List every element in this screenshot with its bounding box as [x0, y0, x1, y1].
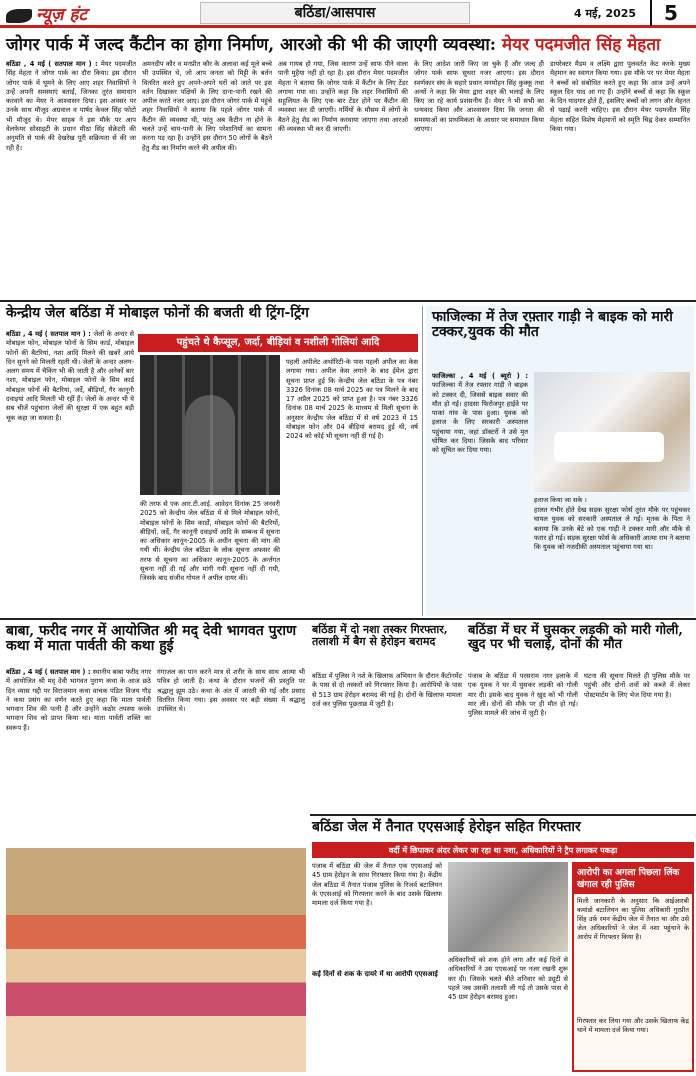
issue-date: 4 मई, 2025 [574, 7, 637, 20]
masthead [0, 0, 696, 28]
story3-col2: हालत गंभीर होते देख सड़क सुरक्षा फोर्स तुरंत मौके पर पहुंचकर घायल युवक को सरकारी अस्पताल ले गई। मृतक के पिता ने बताया कि उनके बेटे को एक गाड़ी ने टक्कर मारी और मौके से फरार हो गई। सड़क सुरक्षा फोर्स के अधिकारी आत्मा राम ने बताया कि युवक को नजदीकी अस्पताल पहुंचाया गया था। [534, 506, 690, 552]
story3-headline: फाजिल्का में तेज रफ़्तार गाड़ी ने बाइक को मारी टक्कर,युवक की मौत [432, 309, 673, 341]
story7-col2: अधिकारियों को शक होने लगा और कई दिनों से अधिकारियों ने उस एएसआई पर नजर रखनी शुरू कर दी। जिसके चलते बीते शनिवार को ड्यूटी से पहले जब उसकी तलाशी ली गई तो उसके पास से 45 ग्राम हेरोइन बरामद हुआ। [448, 956, 568, 1002]
story4-col1: बठिंडा , 4 मई ( सतपाल मान ) : स्थानीय बाबा फरीद नगर में आयोजित श्री मद् देवी भागवत पुराण कथा के आज छठे दिन व्यास गद्दी पर विराजमान कथा वाचक पंडित विजय गौड़ ने कथा प्रसंग का वर्णन करते हुए कहा कि माता पार्वती भगवान शिव की पत्नी हैं और उन्होंने कठोर तपस्या करके भगवान शिव को प्राप्त किया था। माता पार्वती शक्ति का स्वरूप हैं। [6, 668, 151, 732]
story4-col2: गंगाजल का पान करने मात्र से शरीर के साथ साथ आत्मा भी पवित्र हो जाती है। कथा के दौरान भजनों की प्रस्तुति पर श्रद्धालु झूम उठे। कथा के अंत में आरती की गई और प्रसाद वितरित किया गया। इस अवसर पर बड़ी संख्या में श्रद्धालु उपस्थित थे। [157, 668, 305, 714]
jail-bars-photo [140, 355, 280, 495]
story7-subhead: कई दिनों से शक के दायरे में था आरोपी एएसआई [312, 970, 438, 978]
story1-col1: बठिंडा , 4 मई ( सतपाल मान ) : मेयर पदमजीत सिंह मेहता ने जोगर पार्क का दौरा किया। इस दौरान जोगर पार्क में घूमने के लिए आए शहर निवासियों ने उन्हें अपनी समस्याएं बताईं, जिनका तुरंत समाधान करवाने का मेयर ने आश्वासन दिया। इस अवसर पर उनके साथ मौजूद अग्रवाल व पार्षद केवल सिंह फोटो भी मौजूद थे। मेयर साहब ने इस मौके पर आप वेलफेयर सोसाइटी के प्रधान मीठा सिंह सेक्रेटरी की अनुमति से पार्क की देखरेख पूरी सक्रियता से की जा रही है। [6, 60, 136, 152]
story2-headline: केन्द्रीय जेल बठिंडा में मोबाइल फोनों की बजती थी ट्रिंग-ट्रिंग [6, 305, 309, 321]
hospital-photo [534, 372, 690, 492]
newspaper-logo: न्यूज़ हंट [6, 2, 87, 26]
story3-col1: फाजिल्का , 4 मई ( ब्यूरो ) : फाजिल्का में तेज रफ्तार गाड़ी ने बाइक को टक्कर दी, जिससे बाइक सवार की मौत हो गई। हादसा फिरोजपुर हाईवे पर पाकां गांव के पास हुआ। युवक को इलाज के लिए सरकारी अस्पताल पहुंचाया गया, जहां डॉक्टरों ने उसे मृत घोषित कर दिया। जिसके बाद परिवार को सूचित कर दिया गया। [432, 372, 528, 455]
katha-audience-photo [6, 848, 306, 1072]
story1-col3: अब गायब हो गया, जिस कारण उन्हें साफ पीने वाला पानी मुहैया नहीं हो रहा है। इस दौरान मेयर पदमजीत मेहता ने बताया कि जोगर पार्क में कैंटीन के लिए टेंडर लगाया गया था। उन्होंने कहा कि शहर निवासियों की सहूलियत के लिए एक बार टेंडर होने पर कैंटीन की व्यवस्था कर दी जाएगी। गर्मियों के मौसम में लोगों के बैठने हेतु शैड का निर्माण करवाया जाएगा तथा आरओ की व्यवस्था भी कर दी जाएगी। [278, 60, 408, 134]
story2-col2: की तरफ से एक आर.टी.आई. आवेदन दिनांक 25 जनवरी 2025 को केन्द्रीय जेल बठिंडा में से मिले मोबाइल फोनों, मोबाइल फोनों के सिम कार्डों, मोबाइल फोनों की बैटरियों, बीड़ियों, जर्दे, गैर कानूनी दवाइयों आदि के सम्बन्ध में सूचना का अधिकार कानून-2005 के अधीन सूचना की मांग की गयी थी। केन्द्रीय जेल बठिंडा के लोक सूचना अफसर की तरफ से सूचना का अधिकार कानून-2005 के अर्न्तगत सूचना नहीं दी गई और मांगी गयी सूचना नहीं दी गयी, जिसके बाद संजीव गोयल ने अपील दायर की। [140, 500, 280, 583]
story1-col5: डायरेक्टर मैडम व लक्ष्मि द्वारा पुलवर्तत केट करके मुख्य मेहमान का स्वागत किया गया। इस मौके पर पर मेयर मेहता ने बच्चों को संबोधित करते हुए कहा कि आज उन्हें अपने स्कूल दिन याद आ गए हैं। उन्होंने बच्चों से कहा कि स्कूल के दिन यादगार होते हैं, इसलिए बच्चों को लगन और मेहनत से पढ़ाई करनी चाहिए। इस दौरान मेयर पदमजीत सिंह मेहता सहित विशेष मेहमानों को स्मृति चिह्न देकर सम्मानित किया गया। [550, 60, 690, 134]
story4-headline: बाबा, फरीद नगर में आयोजित श्री मद् देवी भागवत पुराण कथा में माता पार्वती की कथा हुई [6, 623, 297, 655]
story7-headline: बठिंडा जेल में तैनात एएसआई हेरोइन सहित गिरफ्तार [312, 819, 581, 835]
story2-strap: पहुंचते थे कैप्सूल, जर्दा, बीड़ियां व नशीली गोलियां आदि [138, 334, 418, 352]
divider [0, 300, 696, 302]
story1-col4: के लिए आदेश जारी किए जा चुके हैं और जल्द ही जोगर पार्क साफ सुथरा नजर आएगा। इस दौरान स्वर्णकार संघ के सहारे प्रधान मनमोहन सिंह कुक्कू तथा अन्यों ने कहा कि मेयर द्वारा शहर की भलाई के लिए किए जा रहे कार्य प्रशंसनीय हैं। मेयर ने भी सभी का धन्यवाद किया और आश्वासन दिया कि जनता की समस्याओं का प्राथमिकता के आधार पर समाधान किया जाएगा। [414, 60, 544, 134]
story1-headline-accent: मेयर पदमजीत सिंह मेहता [501, 35, 661, 55]
story1-headline: जोगर पार्क में जल्द कैंटीन का होगा निर्माण, आरओ की भी की जाएगी व्यवस्था: मेयर पदमजीत सिंह मेहता [6, 35, 661, 55]
eagle-icon [6, 9, 32, 23]
story5-headline: बठिंडा में दो नशा तस्कर गिरफ्तार, तलाशी में बैग से हेरोइन बरामद [312, 623, 448, 649]
story1-col2: अमनदीप कौर व मनप्रीत कौर के अलावा कई मूले बच्चे भी उपस्थित थे, जो आप जनता को मिट्टी के बर्तन वितरित करते हुए अपने-अपने घरों को जाते पर इस वर्तन दिखाकर पक्षियों के लिए दाना-पानी रखने की अपील करते नजर आए। इस दौरान जोगर पार्क में पहुंचे शहर निवासियों ने बताया कि पहले जोगर पार्क में कैंटीन की व्यवस्था थी, परंतु अब कैंटीन ना होने के चलते उन्हें चाय-पानी के लिए परेशानियों का सामना करना पड़ रहा है। उन्होंने इस दौरान 50 लोगों के बैठने हेतु शैड का निर्माण करने की अपील की। [142, 60, 272, 152]
story7-strap: वर्दी में छिपाकर अंदर लेकर जा रहा था नशा, अधिकारियों ने ट्रैप लगाकर पकड़ा [312, 842, 694, 858]
story6-text2: घटना की सूचना मिलते ही पुलिस मौके पर पहुंची और दोनों शवों को कब्जे में लेकर पोस्टमार्टम के लिए भेज दिया गया है। [584, 672, 690, 699]
story6-headline: बठिंडा में घर में घुसकर लड़की को मारी गोली, खुद पर भी चलाई, दोनों की मौत [468, 623, 683, 653]
asi-photo [448, 862, 568, 952]
page-number: 5 [650, 0, 690, 26]
story6-text: पंजाब के बठिंडा में परसराम नगर इलाके में एक युवक ने घर में घुसकर लड़की को गोली मार दी। इसके बाद युवक ने खुद को भी गोली मार ली। दोनों की मौके पर ही मौत हो गई। पुलिस मामले की जांच में जुटी है। [468, 672, 578, 718]
story3-caption: इलाज किया जा सके । [534, 496, 587, 504]
sidebar-title: आरोपी का अगला पिछला लिंक खंगाल रही पुलिस [574, 864, 692, 894]
story7-col1: पंजाब में बठिंडा की जेल में तैनात एक एएसआई को 45 ग्राम हेरोइन के साथ गिरफ्तार किया गया है। केंद्रीय जेल बठिंडा में तैनात पंजाब पुलिस के रिजर्व बटालियन के एएसआई को गिरफ्तार करने के बाद उसके खिलाफ मामला दर्ज किया गया है। [312, 862, 442, 908]
story5-text: बठिंडा में पुलिस ने नशे के खिलाफ अभियान के दौरान कैंटोनमेंट के पास से दो तस्करों को गिरफ्तार किया है। आरोपियों के पास से 513 ग्राम हेरोइन बरामद की गई है। दोनों के खिलाफ मामला दर्ज कर पुलिस पूछताछ में जुटी है। [312, 672, 462, 708]
sidebar-text: मिली जानकारी के अनुसार कि आईआरबी कमांडो बटालियन का पुलिस अधिकारी गुरप्रीत सिंह उर्फ़ रमन केंद्रीय जेल में तैनात था और उसे जेल अधिकारियों ने जेल में नशा पहुंचाने के आरोप में गिरफ्तार किया है। [577, 897, 689, 941]
story2-col1: बठिंडा , 4 मई ( सतपाल मान ) : जेलों के अन्दर से मोबाइल फोन, मोबाइल फोनों के सिम कार्ड, मोबाइल फोनों की बैटरियां, नशा आदि मिलने की खबरें आये दिन सुनने को मिलती रहती थी। जेलों के अन्दर अलग-अलग समय में चैकिंग भी की जाती है और अनेकों बार नशा, मोबाइल फोन, मोबाइल फोनों के सिम कार्ड मोबाइल फोनों की बैटरियां, जर्दे, बीड़ियाँ, गैर कानूनी दवाइयां आदि मिलती भी रहीं हैं। जेलों के अन्दर भी ये सब चीजें पहुंचाना जेलों की सुरक्षा में एक बहुत बड़ी चूक कहा जा सकता है। [6, 330, 134, 422]
story2-col3: पहली अपीलेट अथॉरिटी-के पास पहली अपील का केस लगाया गया। अपील केस लगाने के बाद ईमेल द्वारा सूचना प्राप्त हुई कि केन्द्रीय जेल बठिंडा के पत्र नंबर 3326 दिनांक 08 मार्च 2025 का पत्र मिलने के बाद 17 अप्रैल 2025 को प्राप्त हुआ है। पत्र नंबर 3326 दिनांक 08 मार्च 2025 के माध्यम से मिली सूचना के अनुसार केन्द्रीय जेल बठिंडा में से वर्ष 2023 में 15 मोबाइल फोन और 04 बीड़ियां बरामद हुई थी, वर्ष 2024 को कोई भी सूचना नहीं दी गई है। [286, 358, 418, 441]
sidebar-text2: गिरफ्तार कर लिया गया और उसके खिलाफ केंद्र थाने में मामला दर्ज किया गया। [577, 1017, 689, 1034]
sidebar-box [572, 862, 694, 1072]
section-title: बठिंडा/आसपास [200, 2, 470, 24]
